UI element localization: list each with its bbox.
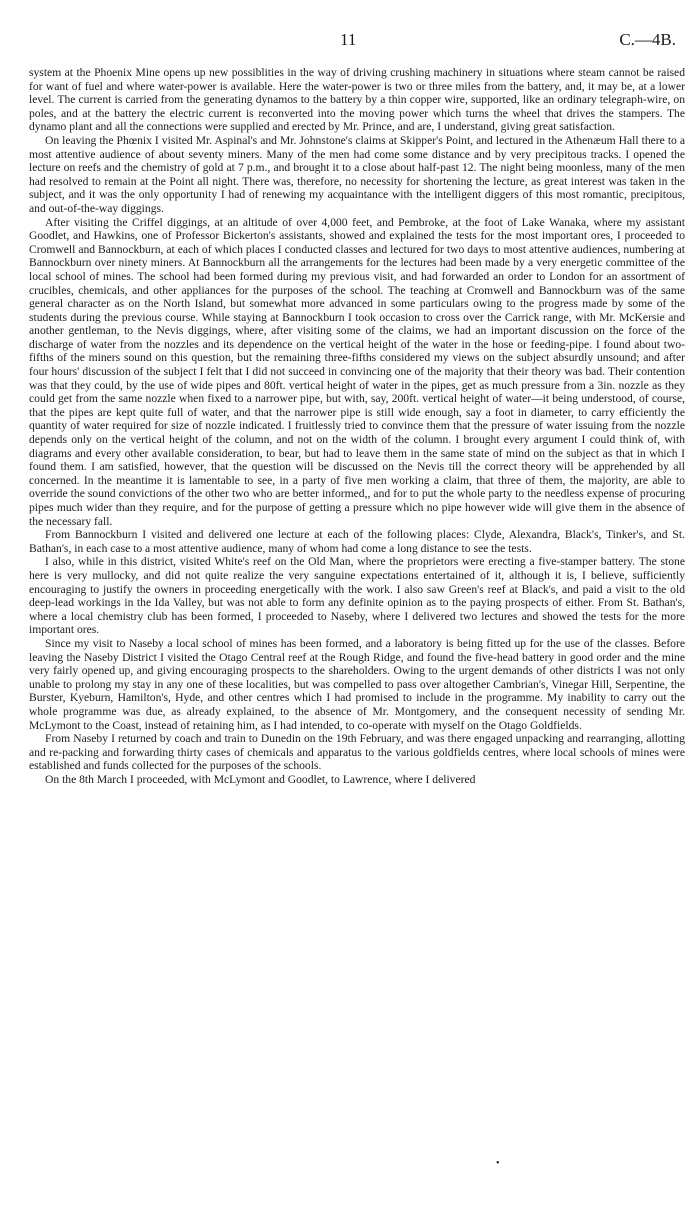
paragraph: Since my visit to Naseby a local school of mines has been formed, and a laboratory is being fitted up for the use of the classes. Before leaving the Naseby District I visited the Otago Central reef at the Rough Ridge, and found the five-head battery in good order and the mine very fairly opened up, and giving encouraging prospects to the shareholders. Owing to the urgent demands of other districts I was not only unable to prolong my stay in any one of these localities, but was compelled to pass over altogether Cambrian's, Vinegar Hill, Serpentine, the Burster, Kyeburn, Hamilton's, Hyde, and other centres which I had promised to include in the programme. My inability to carry out the whole programme was due, as already explained, to the absence of Mr. Montgomery, and the consequent necessity of sending Mr. McLymont to the Coast, instead of retaining him, as I had intended, to co-operate with myself on the Otago Goldfields. — [29, 636, 685, 732]
paragraph: On the 8th March I proceeded, with McLymont and Goodlet, to Lawrence, where I delivered — [45, 772, 476, 786]
paragraph: system at the Phoenix Mine opens up new possiblities in the way of driving crushing machinery in situations where steam cannot be raised for want of fuel and where water-power is available. Here the water-power is two or three miles from the battery, and, it may be, at a lower level. The current is carried from the generating dynamos to the battery by a thin copper wire, supported, like an ordinary telegraph-wire, on poles, and at the battery the electric current is reconverted into the moving power which turns the wheel that drives the stampers. The dynamo plant and all the connections were supplied and erected by Mr. Prince, and are, I understand, giving great satisfaction. — [29, 66, 685, 134]
body-text — [29, 66, 685, 786]
printer-mark: • — [496, 1158, 500, 1169]
paragraph: After visiting the Criffel diggings, at an altitude of over 4,000 feet, and Pembroke, at the foot of Lake Wanaka, where my assistant Goodlet, and Hawkins, one of Professor Bickerton's assistants, showed and explained the tests for the most important ores, I proceeded to Cromwell and Bannockburn, at each of which places I conducted classes and lectured for two days to most attentive audiences, numbering at Bannockburn over ninety miners. At Bannockburn all the arrangements for the lectures had been made by a very energetic committee of the local school of mines. The school had been formed during my previous visit, and had forwarded an order to London for an assortment of crucibles, chemicals, and other appliances for the purposes of the school. The teaching at Cromwell and Bannockburn was of the same general character as on the North Island, but somewhat more advanced in some particulars owing to the progress made by some of the students during the previous course. While staying at Bannockburn I took occasion to cross over the Carrick range, with Mr. McKersie and another gentleman, to the Nevis diggings, where, after visiting some of the claims, we had an important discussion on the force of the discharge of water from the nozzles and its dependence on the vertical height of the water in the hose or feeding-pipe. I found about two-fifths of the miners sound on this question, but the remaining three-fifths considered my views on the subject absurdly unsound; and after four hours' discussion of the subject I felt that I did not succeed in convincing one of the majority that their theory was bad. Their contention was that they could, by the use of wide pipes and 80ft. vertical height of water in the pipes, get as much pressure from a 3in. nozzle as they could get from the same nozzle when fixed to a narrower pipe, but with, say, 200ft. vertical height of water—it being understood, of course, that the pipes are kept quite full of water, and that the narrower pipe is still wide enough, say a foot in diameter, to carry efficiently the quantity of water required for size of nozzle indicated. I fruitlessly tried to convince them that the pressure of water issuing from the nozzle depends only on the vertical height of the column, and not on the width of the column. I brought every argument I could think of, with diagrams and every other available consideration, to bear, but had to leave them in the same state of mind on the subject as that in which I found them. I am satisfied, however, that the question will be discussed on the Nevis till the correct theory will be apprehended by all concerned. In the meantime it is lamentable to see, in a party of five men working a claim, that three of them, the majority, are able to override the sound convictions of the other two who are better informed,, and for to put the whole party to the needless expense of procuring pipes much wider than they require, and for the purpose of getting a pressure which no pipe however wide will give them in the absence of the necessary fall. — [29, 215, 685, 528]
document-reference: C.—4B. — [619, 30, 676, 49]
page-header — [0, 30, 700, 52]
paragraph: I also, while in this district, visited White's reef on the Old Man, where the proprietors were erecting a five-stamper battery. The stone here is very mullocky, and did not quite realize the very sanguine expectations entertained of it, although it is, I believe, sufficiently encouraging to justify the owners in proceeding energetically with the work. I also saw Green's reef at Black's, and paid a visit to the old deep-lead workings in the Ida Valley, but was not able to form any definite opinion as to the paying prospects of either. From St. Bathan's, where a local chemistry club has been formed, I proceeded to Naseby, where I delivered two lectures and showed the tests for the more important ores. — [29, 555, 685, 637]
page-number: 11 — [340, 30, 357, 49]
paragraph: From Bannockburn I visited and delivered one lecture at each of the following places: Clyde, Alexandra, Black's, Tinker's, and St. Bathan's, in each case to a most attentive audience, many of whom had come a long distance to see the tests. — [29, 528, 685, 555]
paragraph: From Naseby I returned by coach and train to Dunedin on the 19th February, and was there engaged unpacking and rearranging, allotting and re-packing and forwarding thirty cases of chemicals and apparatus to the various goldfields centres, where local schools of mines were established and funds collected for the purposes of the schools. — [29, 732, 685, 773]
paragraph: On leaving the Phœnix I visited Mr. Aspinal's and Mr. Johnstone's claims at Skipper's Point, and lectured in the Athenæum Hall there to a most attentive audience of about seventy miners. Many of the men had come some distance and by very precipitous tracks. I opened the lecture on reefs and the chemistry of gold at 7 p.m., and brought it to a close about half-past 12. The night being moonless, many of the men had resolved to remain at the Point all night. There was, therefore, no necessity for shortening the lecture, as great interest was taken in the subject, and it was the only opportunity I had of renewing my acquaintance with the intelligent diggers of this most romantic, precipitous, and out-of-the-way diggings. — [29, 133, 685, 215]
